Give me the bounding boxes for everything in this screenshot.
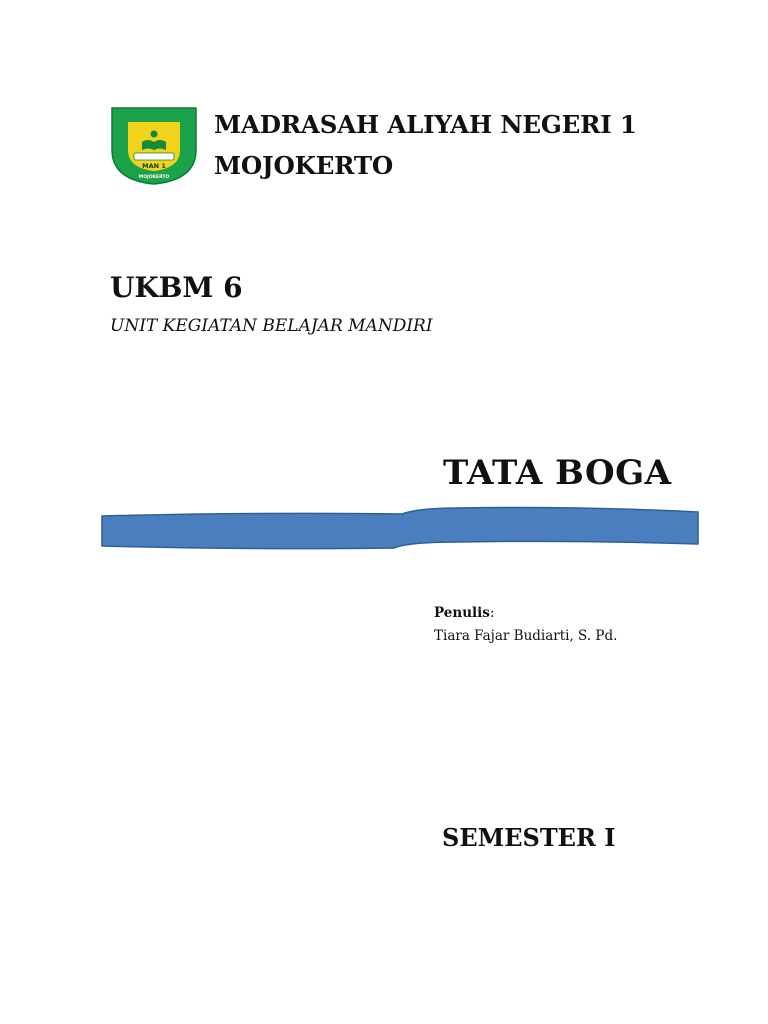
- logo-motto-ribbon: [134, 153, 174, 160]
- school-name-line2: MOJOKERTO: [214, 151, 394, 180]
- module-subtitle: UNIT KEGIATAN BELAJAR MANDIRI: [110, 316, 433, 336]
- semester-label: SEMESTER I: [442, 823, 616, 852]
- author-label: Penulis: [434, 605, 490, 621]
- logo-city-text: MOJOKERTO: [138, 175, 170, 180]
- subject-title: TATA BOGA: [443, 453, 672, 493]
- subject-banner-shape: [102, 508, 698, 549]
- subject-banner: [98, 506, 704, 552]
- school-name: [214, 104, 637, 186]
- author-label-colon: :: [489, 605, 495, 621]
- school-name-line1: MADRASAH ALIYAH NEGERI 1: [214, 110, 637, 139]
- logo-emblem-star: [151, 131, 158, 138]
- author-label-line: [434, 602, 617, 625]
- module-title: UKBM 6: [110, 271, 243, 304]
- author-block: [434, 602, 617, 648]
- author-name: Tiara Fajar Budiarti, S. Pd.: [434, 628, 618, 644]
- school-logo: [106, 102, 202, 186]
- logo-name-text: MAN 1: [142, 162, 166, 170]
